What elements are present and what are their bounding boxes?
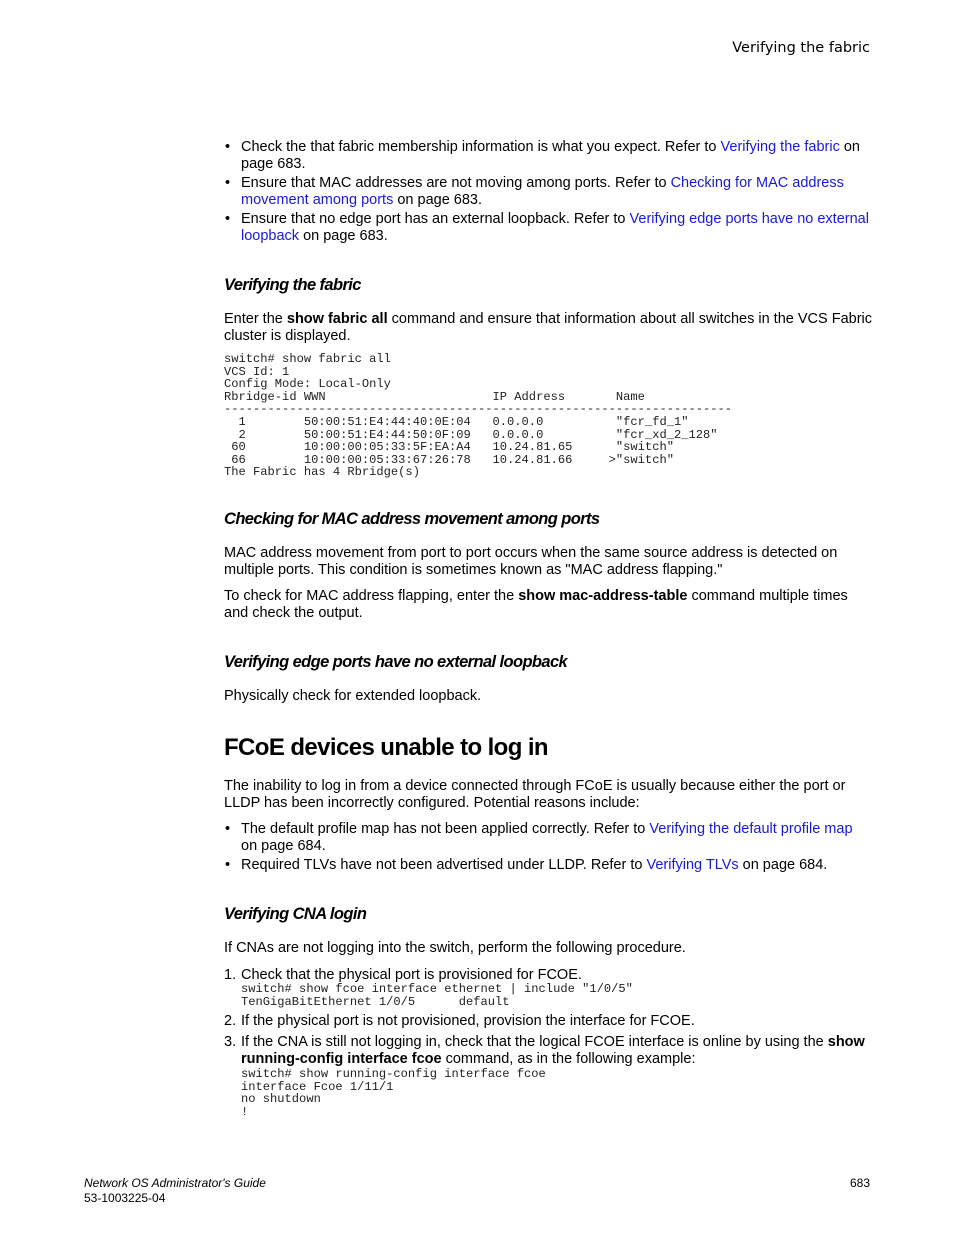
step-number: 3. — [224, 1034, 237, 1050]
page-number: 683 — [849, 1176, 870, 1190]
list-item — [224, 139, 874, 173]
edge-paragraph: Physically check for extended loopback. — [224, 688, 482, 704]
step-text: If the physical port is not provisioned, provision the interface for FCOE. — [241, 1013, 695, 1029]
bullet-text: on page 684. — [738, 857, 828, 873]
mac-paragraph-2 — [224, 588, 874, 622]
step-number: 1. — [224, 967, 237, 983]
list-item — [224, 821, 869, 855]
mac-section-body — [224, 545, 874, 622]
mac-paragraph-1: MAC address movement from port to port occurs when the same source address is detected on multiple ports. This condition is sometimes known as "MAC address flapping." — [224, 545, 838, 578]
heading-checking-mac: Checking for MAC address movement among ports — [224, 510, 600, 528]
intro-bullet-list — [224, 139, 874, 245]
cna-step-3 — [224, 1034, 874, 1068]
heading-fcoe-devices: FCoE devices unable to log in — [224, 734, 548, 761]
heading-edge-ports: Verifying edge ports have no external loopback — [224, 653, 568, 671]
fcoe-paragraph: The inability to log in from a device connected through FCoE is usually because either the port or LLDP has been incorrectly configured. Potential reasons include: — [224, 778, 846, 811]
bullet-text: Check the that fabric membership information is what you expect. Refer to — [241, 139, 721, 155]
code-block-show-fabric: switch# show fabric all VCS Id: 1 Config Mode: Local-Only Rbridge-id WWN IP Address Name ---------------------------------------------------------------------- 1 50:00:51:E4:44:40:0E:04 0.0.0.0 "fcr_fd_1" 2 50:00:51:E4:44:50:0F:09 0.0.0.0 "fcr_xd_2_128" 60 10:00:00:05:33:5F:EA:A4 10.24.81.65 "switch" 66 10:00:00:05:33:67:26:78 10.24.81.66 >"switch" The Fabric has 4 Rbridge(s) — [224, 352, 733, 480]
command-name: show fabric all — [286, 311, 388, 327]
footer-left — [84, 1176, 266, 1206]
running-header: Verifying the fabric — [732, 40, 870, 56]
text: command and ensure that information about all switches in the VCS Fabric cluster is displayed. — [224, 311, 872, 344]
doc-number: 53-1003225-04 — [84, 1191, 166, 1205]
step-text: If the CNA is still not logging in, check that the logical FCOE interface is online by using the — [241, 1034, 828, 1050]
link-checking-mac[interactable]: Checking for MAC address movement among ports — [241, 175, 844, 208]
command-name: show mac-address-table — [518, 588, 688, 604]
bullet-text: on page 683. — [241, 139, 860, 172]
text: command multiple times and check the output. — [224, 588, 848, 621]
bullet-text: on page 684. — [241, 838, 326, 854]
cna-paragraph: If CNAs are not logging into the switch, perform the following procedure. — [224, 940, 686, 956]
text: Enter the — [224, 311, 287, 327]
list-item — [224, 175, 874, 209]
bullet-text: on page 683. — [299, 228, 388, 244]
heading-verifying-fabric: Verifying the fabric — [224, 276, 361, 294]
heading-verifying-cna: Verifying CNA login — [224, 905, 367, 923]
cna-step-2 — [224, 1013, 874, 1030]
link-edge-ports[interactable]: Verifying edge ports have no external loopback — [241, 211, 869, 244]
step-text: Check that the physical port is provisioned for FCOE. — [241, 967, 582, 983]
fcoe-section-body — [224, 778, 869, 874]
code-block-show-fcoe: switch# show fcoe interface ethernet | include "1/0/5" TenGigaBitEthernet 1/0/5 default — [241, 982, 633, 1009]
step-text: command, as in the following example: — [441, 1051, 696, 1067]
bullet-text: on page 683. — [393, 192, 483, 208]
code-block-running-config: switch# show running-config interface fcoe interface Fcoe 1/11/1 no shutdown ! — [241, 1067, 546, 1119]
fabric-paragraph — [224, 311, 874, 345]
bullet-text: The default profile map has not been applied correctly. Refer to — [241, 821, 650, 837]
link-verifying-tlvs[interactable]: Verifying TLVs — [646, 857, 739, 873]
list-item — [224, 857, 869, 874]
bullet-text: Required TLVs have not been advertised under LLDP. Refer to — [241, 857, 647, 873]
command-name: show running-config interface fcoe — [241, 1034, 865, 1067]
link-default-profile-map[interactable]: Verifying the default profile map — [649, 821, 853, 837]
step-number: 2. — [224, 1013, 237, 1029]
doc-title: Network OS Administrator's Guide — [84, 1176, 266, 1190]
text: To check for MAC address flapping, enter the — [224, 588, 519, 604]
list-item — [224, 211, 874, 245]
bullet-text: Ensure that no edge port has an external loopback. Refer to — [241, 211, 630, 227]
bullet-text: Ensure that MAC addresses are not moving among ports. Refer to — [241, 175, 671, 191]
link-verifying-fabric[interactable]: Verifying the fabric — [720, 139, 840, 155]
